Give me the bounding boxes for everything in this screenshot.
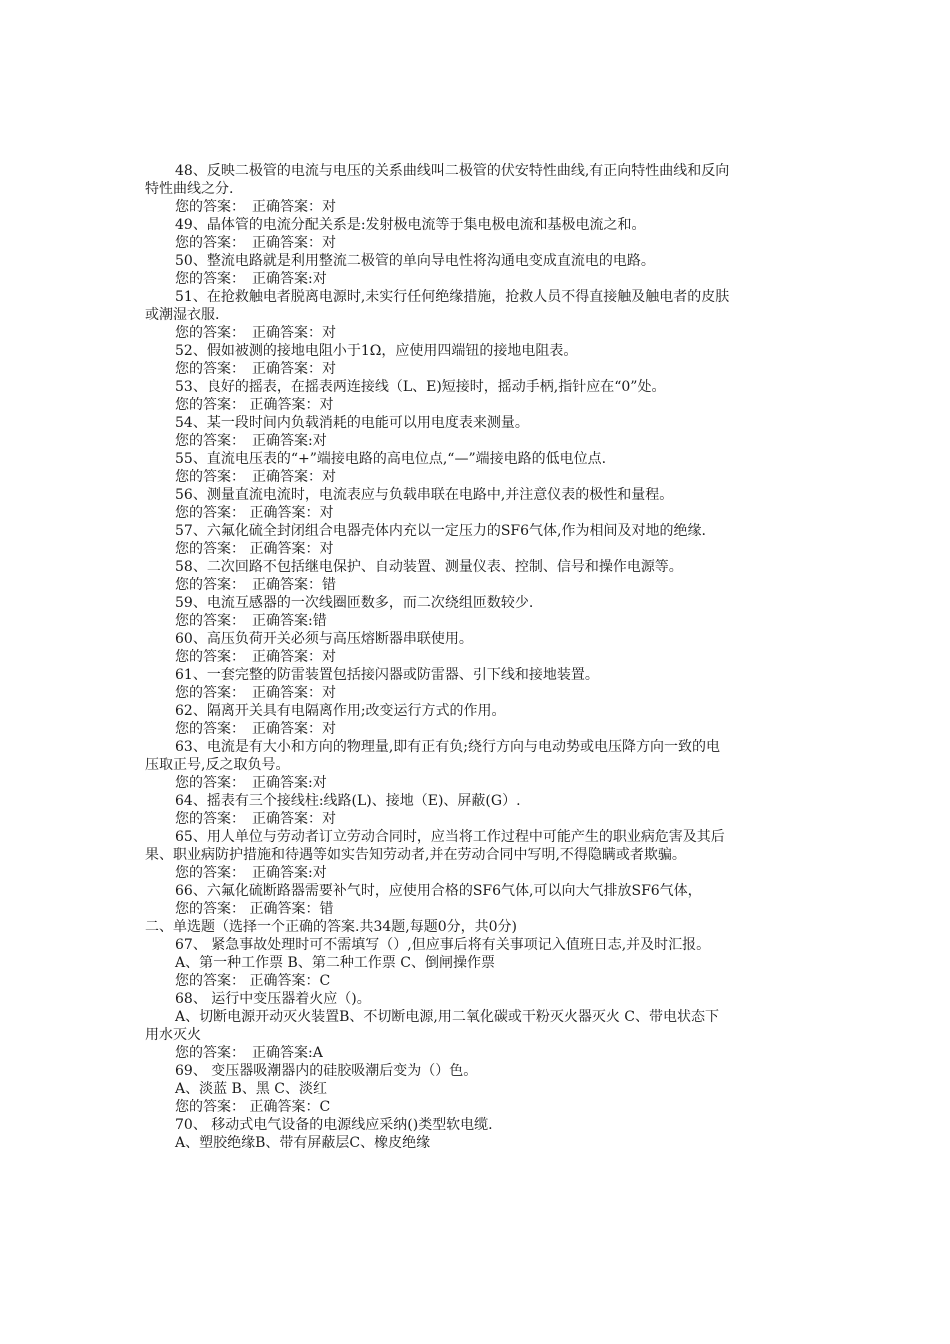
text-line: 您的答案： 正确答案：对	[175, 361, 336, 377]
text-line: 或潮湿衣服.	[145, 307, 220, 323]
text-line: 54、某一段时间内负载消耗的电能可以用电度表来测量。	[175, 415, 529, 431]
text-line: 您的答案： 正确答案：对	[175, 235, 336, 251]
text-line: 您的答案： 正确答案：对	[175, 685, 336, 701]
text-line: 49、晶体管的电流分配关系是:发射极电流等于集电极电流和基极电流之和。	[175, 217, 646, 233]
text-line: 您的答案： 正确答案:对	[175, 775, 327, 791]
text-line: 58、二次回路不包括继电保护、自动装置、测量仪表、控制、信号和操作电源等。	[175, 559, 683, 575]
text-line: 61、一套完整的防雷装置包括接闪器或防雷器、引下线和接地装置。	[175, 667, 599, 683]
text-line: 52、假如被测的接地电阻小于1Ω，应使用四端钮的接地电阻表。	[175, 343, 578, 359]
text-line: 66、六氟化硫断路器需要补气时，应使用合格的SF6气体,可以向大气排放SF6气体，	[175, 883, 702, 899]
text-line: 您的答案： 正确答案:错	[175, 613, 327, 629]
text-line: A、第一种工作票 B、第二种工作票 C、倒闸操作票	[175, 955, 496, 971]
text-line: 56、测量直流电流时，电流表应与负载串联在电路中,并注意仪表的极性和量程。	[175, 487, 674, 503]
text-line: 压取正号,反之取负号。	[145, 757, 290, 773]
text-line: 62、隔离开关具有电隔离作用;改变运行方式的作用。	[175, 703, 506, 719]
text-line: 69、 变压器吸潮器内的硅胶吸潮后变为（）色。	[175, 1063, 478, 1079]
text-line: 您的答案： 正确答案:对	[175, 865, 327, 881]
text-line: 您的答案： 正确答案：对	[175, 811, 336, 827]
text-line: 您的答案： 正确答案：对	[175, 721, 336, 737]
text-line: 您的答案： 正确答案：对	[175, 649, 336, 665]
text-line: 65、用人单位与劳动者订立劳动合同时，应当将工作过程中可能产生的职业病危害及其后	[175, 829, 725, 845]
text-line: 67、 紧急事故处理时可不需填写（）,但应事后将有关事项记入值班日志,并及时汇报。	[175, 937, 711, 953]
text-line: A、淡蓝 B、黑 C、淡红	[175, 1081, 328, 1097]
text-line: 68、 运行中变压器着火应（)。	[175, 991, 371, 1007]
text-line: 您的答案： 正确答案：对	[175, 469, 336, 485]
text-line: 您的答案： 正确答案：对	[175, 325, 336, 341]
text-line: 70、 移动式电气设备的电源线应采纳()类型软电缆.	[175, 1117, 493, 1133]
text-line: 您的答案： 正确答案:A	[175, 1045, 323, 1061]
text-line: A、塑胶绝缘B、带有屏蔽层C、橡皮绝缘	[175, 1135, 431, 1151]
text-line: A、切断电源开动灭火装置B、不切断电源,用二氧化碳或干粉灭火器灭火 C、带电状态下	[175, 1009, 720, 1025]
text-line: 64、摇表有三个接线柱:线路(L)、接地（E)、屏蔽(G）.	[175, 793, 521, 809]
text-line: 您的答案： 正确答案：对	[175, 199, 336, 215]
text-line: 您的答案： 正确答案:对	[175, 271, 327, 287]
text-line: 您的答案： 正确答案：错	[175, 577, 336, 593]
text-line: 您的答案： 正确答案：错	[175, 901, 334, 917]
text-line: 50、整流电路就是利用整流二极管的单向导电性将沟通电变成直流电的电路。	[175, 253, 655, 269]
text-line: 用水灭火	[145, 1027, 201, 1043]
text-line: 二、单选题（选择一个正确的答案.共34题,每题0分，共0分)	[145, 919, 517, 935]
document-body	[145, 162, 805, 1152]
text-line: 55、直流电压表的“+”端接电路的高电位点,“—”端接电路的低电位点.	[175, 451, 607, 467]
text-line: 53、良好的摇表，在摇表两连接线（L、E)短接时，摇动手柄,指针应在“0”处。	[175, 379, 666, 395]
text-line: 51、在抢救触电者脱离电源时,未实行任何绝缘措施，抢救人员不得直接触及触电者的皮肤	[175, 289, 730, 305]
text-line: 您的答案： 正确答案：对	[175, 397, 334, 413]
text-line: 63、电流是有大小和方向的物理量,即有正有负;绕行方向与电动势或电压降方向一致的电	[175, 739, 720, 755]
text-line: 您的答案： 正确答案:对	[175, 433, 327, 449]
text-line: 您的答案： 正确答案：对	[175, 505, 334, 521]
text-line: 特性曲线之分.	[145, 181, 234, 197]
text-line: 59、电流互感器的一次线圈匝数多，而二次绕组匝数较少.	[175, 595, 534, 611]
text-line: 您的答案： 正确答案：对	[175, 541, 334, 557]
text-line: 60、高压负荷开关必须与高压熔断器串联使用。	[175, 631, 473, 647]
text-line: 48、反映二极管的电流与电压的关系曲线叫二极管的伏安特性曲线,有正向特性曲线和反向	[175, 163, 730, 179]
text-line: 您的答案： 正确答案：C	[175, 1099, 331, 1115]
text-line: 您的答案： 正确答案：C	[175, 973, 331, 989]
text-line: 57、六氟化硫全封闭组合电器壳体内充以一定压力的SF6气体,作为相间及对地的绝缘.	[175, 523, 706, 539]
text-line: 果、职业病防护措施和待遇等如实告知劳动者,并在劳动合同中写明,不得隐瞒或者欺骗。	[145, 847, 686, 863]
